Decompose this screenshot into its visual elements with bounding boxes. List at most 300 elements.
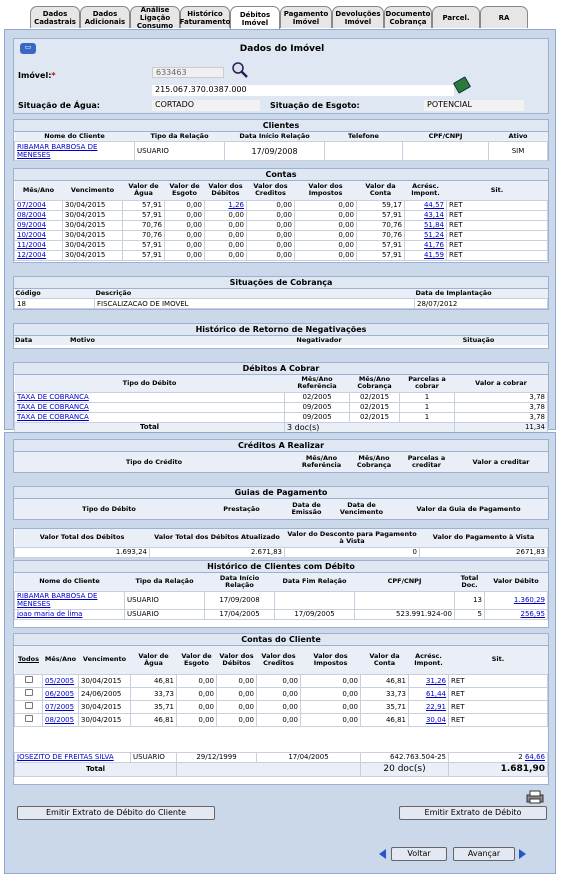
creditos-section (13, 439, 549, 473)
cell (15, 392, 285, 402)
cell (275, 591, 355, 609)
total-docs: 3 (287, 422, 293, 432)
cell: 1 (400, 402, 455, 412)
cell: 2 (518, 753, 523, 761)
col-header: Acrésc. Impont. (409, 646, 449, 674)
totais-section (13, 528, 549, 558)
col-header: Telefone (325, 132, 403, 142)
cell: USUARIO (125, 609, 205, 619)
sit-esgoto-field: POTENCIAL (424, 100, 524, 111)
cell (15, 200, 63, 210)
col-header: Valor dos Creditos (247, 181, 295, 200)
cell: 57,91 (357, 210, 405, 220)
col-header: Valor Débito (485, 573, 548, 591)
cell: 0,00 (301, 713, 361, 726)
col-header: Mês/Ano (43, 646, 79, 674)
cell: 0,00 (247, 220, 295, 230)
cell (15, 412, 285, 422)
col-header: Descrição (95, 289, 415, 299)
col-header: Negativador (229, 336, 409, 345)
cell: 57,91 (357, 240, 405, 250)
cell: 02/2015 (350, 392, 400, 402)
cell: 02/2005 (285, 392, 350, 402)
col-header: Parcelas a creditar (399, 452, 454, 472)
col-header: Parcelas a cobrar (400, 375, 455, 392)
cell: 02/2015 (350, 402, 400, 412)
clientes-section (13, 119, 549, 161)
cell (15, 240, 63, 250)
debitos-table (14, 375, 548, 433)
sit-agua-label: Situação de Água: (18, 101, 100, 110)
cell: RET (447, 250, 548, 260)
col-header: Nome do Cliente (15, 132, 135, 142)
cell: 0,00 (165, 200, 205, 210)
cell: 0,00 (295, 220, 357, 230)
col-header: Vencimento (63, 181, 123, 200)
cell (15, 210, 63, 220)
clientes-table (14, 132, 548, 161)
cell: 1 (400, 392, 455, 402)
cliente-link[interactable]: RIBAMAR BARBOSA DE MENESES (17, 592, 98, 608)
creditos-table (14, 452, 548, 472)
tab-5[interactable]: Pagamento Imóvel (280, 6, 332, 28)
cell: 0,00 (217, 687, 257, 700)
table-row (15, 220, 548, 230)
cell: 0,00 (247, 240, 295, 250)
cell (485, 591, 548, 609)
cell: 5 (455, 609, 485, 619)
cell: 523.991.924-00 (355, 609, 455, 619)
total-valor: 1.681,90 (449, 762, 548, 776)
cell: 0,00 (205, 220, 247, 230)
clientes-header-row (15, 132, 548, 142)
guias-title: Guias de Pagamento (14, 487, 548, 499)
cell: RET (449, 700, 548, 713)
cell: 57,91 (123, 240, 165, 250)
conta-link[interactable]: 30,04 (425, 715, 446, 724)
conta-link[interactable]: 41,76 (423, 241, 444, 249)
cell: 46,81 (131, 674, 177, 687)
cell: 0,00 (165, 250, 205, 260)
contas-cliente-header-row (15, 646, 548, 674)
cell: 0,00 (177, 700, 217, 713)
col-header: CPF/CNPJ (403, 132, 489, 142)
cell: 46,81 (361, 713, 409, 726)
cell: 0,00 (295, 210, 357, 220)
cell: USUARIO (135, 142, 225, 161)
cell: 13 (455, 591, 485, 609)
cell (15, 713, 43, 726)
tab-7[interactable]: Documento Cobrança (384, 6, 432, 28)
conta-link[interactable]: 11/2004 (17, 241, 47, 249)
cell: 0,00 (205, 250, 247, 260)
col-header: Valor dos Impostos (295, 181, 357, 200)
cell (403, 142, 489, 161)
contas-cliente-title: Contas do Cliente (14, 634, 548, 646)
debitos-header-row (15, 375, 548, 392)
cell: 35,71 (361, 700, 409, 713)
cell: 0,00 (217, 713, 257, 726)
creditos-header-row (14, 452, 548, 472)
col-header: Acrésc. Impont. (405, 181, 447, 200)
main-panel-bottom (4, 432, 556, 874)
cell: 70,76 (357, 220, 405, 230)
total-docs-label: doc(s) (397, 764, 426, 774)
col-header: Valor de Esgoto (177, 646, 217, 674)
table-row (15, 200, 548, 210)
cell (205, 200, 247, 210)
avancar-button[interactable]: Avançar (453, 847, 515, 861)
cell: 0,00 (247, 200, 295, 210)
tab-9[interactable]: RA (480, 6, 528, 28)
negativacoes-section (13, 323, 549, 349)
col-header: Data de Vencimento (334, 499, 389, 519)
cell (15, 230, 63, 240)
conta-link[interactable]: 08/2004 (17, 211, 47, 219)
conta-link[interactable]: 41,59 (423, 251, 444, 259)
col-header: Total Doc. (455, 573, 485, 591)
cell: RET (447, 220, 548, 230)
cell: 02/2015 (350, 412, 400, 422)
col-header: Data Início Relação (225, 132, 325, 142)
col-header: Valor Total dos Débitos (15, 529, 150, 547)
table-row (15, 299, 548, 309)
cell: 0,00 (257, 700, 301, 713)
cell: USUARIO (131, 752, 177, 762)
cliente-link[interactable]: RIBAMAR BARBOSA DE MENESES (17, 143, 98, 159)
cell (409, 674, 449, 687)
emitir-extrato-button[interactable]: Emitir Extrato de Débito (399, 806, 547, 820)
cell: RET (449, 687, 548, 700)
cell: 0,00 (247, 250, 295, 260)
col-header: Tipo do Débito (15, 375, 285, 392)
conta-link[interactable]: 09/2004 (17, 221, 47, 229)
col-header: Código (15, 289, 95, 299)
cell: 2671,83 (420, 547, 548, 557)
cell (409, 700, 449, 713)
guias-header-row (14, 499, 548, 519)
col-header: Data Fim Relação (275, 573, 355, 591)
table-row (15, 392, 548, 402)
cell (15, 687, 43, 700)
cell: 33,73 (131, 687, 177, 700)
col-header: Data de Emissão (279, 499, 334, 519)
historico-section (13, 560, 549, 628)
cell: 70,76 (123, 230, 165, 240)
col-header: Tipo do Débito (14, 499, 204, 519)
col-header: Mês/Ano Cobrança (350, 375, 400, 392)
totais-table (14, 529, 548, 558)
cell: 0,00 (165, 240, 205, 250)
col-header: Valor a cobrar (455, 375, 548, 392)
conta-link[interactable]: 10/2004 (17, 231, 47, 239)
conta-link[interactable]: 07/2005 (45, 702, 75, 711)
cell: 0,00 (247, 210, 295, 220)
historico-header-row (15, 573, 548, 591)
col-header: Mês/Ano Referência (294, 452, 349, 472)
col-header: Vencimento (79, 646, 131, 674)
cliente-link[interactable]: JOSEZITO DE FREITAS SILVA (17, 753, 114, 761)
contas-section (13, 168, 549, 263)
table-row (15, 700, 548, 713)
col-header: Data Início Relação (205, 573, 275, 591)
row-checkbox[interactable] (25, 702, 33, 709)
cell: 1 (400, 412, 455, 422)
cell: 35,71 (131, 700, 177, 713)
col-header: Sit. (449, 646, 548, 674)
totais-values-row (15, 547, 548, 557)
cell: 0,00 (295, 250, 357, 260)
valor-link[interactable]: 256,95 (520, 610, 545, 618)
cell: 0,00 (217, 700, 257, 713)
cell: 17/09/2008 (225, 142, 325, 161)
col-header: Valor da Conta (357, 181, 405, 200)
cell: 28/07/2012 (415, 299, 548, 309)
col-header: Sit. (447, 181, 548, 200)
cell: 0,00 (177, 687, 217, 700)
printer-icon[interactable] (525, 790, 545, 804)
cell: 0,00 (165, 230, 205, 240)
valor-link[interactable]: 1.360,29 (513, 596, 545, 604)
cell: FISCALIZACAO DE IMOVEL (95, 299, 415, 309)
row-checkbox[interactable] (25, 676, 33, 683)
conta-link[interactable]: 12/2004 (17, 251, 47, 259)
table-row (15, 250, 548, 260)
cell: 17/04/2005 (205, 609, 275, 619)
conta-link[interactable]: 05/2005 (45, 676, 75, 685)
cell: 57,91 (357, 250, 405, 260)
col-header: Valor de Água (123, 181, 165, 200)
cell: 642.763.504-25 (361, 752, 449, 762)
col-header: Valor Total dos Débitos Atualizado (150, 529, 285, 547)
conta-link[interactable]: 22,91 (425, 702, 446, 711)
cell: RET (447, 240, 548, 250)
cell (405, 230, 447, 240)
cell: 0,00 (205, 230, 247, 240)
cell: RET (449, 674, 548, 687)
col-header: Valor dos Creditos (257, 646, 301, 674)
cliente-link[interactable]: joao maria de lima (17, 610, 83, 618)
cell (15, 591, 125, 609)
tab-0[interactable]: Dados Cadastrais (30, 6, 80, 28)
cell: 0,00 (177, 674, 217, 687)
cell (409, 713, 449, 726)
cell: 0,00 (247, 230, 295, 240)
valor-link[interactable]: 64,66 (524, 753, 545, 761)
cell: 30/04/2015 (63, 220, 123, 230)
cell: 57,91 (123, 250, 165, 260)
chat-icon[interactable]: ▭ (20, 43, 36, 54)
col-header: Mês/Ano Referência (285, 375, 350, 392)
contas-cliente-section (13, 633, 549, 785)
cell: 46,81 (131, 713, 177, 726)
search-icon[interactable] (231, 62, 249, 78)
debito-link[interactable]: TAXA DE COBRANCA (17, 393, 89, 401)
cell: 0,00 (165, 210, 205, 220)
cell (409, 687, 449, 700)
cell: 0,00 (205, 240, 247, 250)
cell (43, 674, 79, 687)
totais-header-row (15, 529, 548, 547)
debitos-title: Débitos A Cobrar (14, 363, 548, 375)
total-docs-label: doc(s) (294, 422, 320, 432)
matricula-input[interactable]: 633463 (152, 67, 224, 78)
table-row (15, 412, 548, 422)
cell: 70,76 (357, 230, 405, 240)
col-header: Prestação (204, 499, 279, 519)
col-header: Valor do Pagamento à Vista (420, 529, 548, 547)
cell (43, 713, 79, 726)
cell: 0,00 (257, 674, 301, 687)
col-header[interactable]: Todos (15, 646, 43, 674)
back-arrow-icon[interactable] (379, 849, 386, 859)
cell (43, 687, 79, 700)
cell: 17/04/2005 (257, 752, 361, 762)
imovel-title: Dados do Imóvel (239, 44, 325, 54)
sit-esgoto-label: Situação de Esgoto: (270, 101, 360, 110)
cell (405, 220, 447, 230)
tab-8[interactable]: Parcel. (432, 6, 480, 28)
cell: 30/04/2015 (79, 674, 131, 687)
col-header: Valor do Desconto para Pagamento à Vista (285, 529, 420, 547)
cell: 09/2005 (285, 412, 350, 422)
row-checkbox[interactable] (25, 689, 33, 696)
contas-header-row (15, 181, 548, 200)
cell: 0,00 (217, 674, 257, 687)
conta-link[interactable]: 1,26 (228, 201, 244, 209)
table-row (15, 752, 548, 762)
cell (405, 200, 447, 210)
situacoes-header-row (15, 289, 548, 299)
cell (15, 402, 285, 412)
cell: 30/04/2015 (63, 210, 123, 220)
cell: 0,00 (257, 687, 301, 700)
cell (43, 700, 79, 713)
debito-link[interactable]: TAXA DE COBRANCA (17, 403, 89, 411)
cell: 0,00 (205, 210, 247, 220)
tab-6[interactable]: Devoluções Imóvel (332, 6, 384, 28)
imovel-label: Imóvel:* (18, 71, 56, 80)
cell: 33,73 (361, 687, 409, 700)
cell: RET (447, 210, 548, 220)
cell (485, 609, 548, 619)
historico-table (14, 573, 548, 620)
table-row (15, 687, 548, 700)
tab-4[interactable]: Débitos Imóvel (230, 6, 280, 30)
cell: 70,76 (123, 220, 165, 230)
conta-link[interactable]: 61,44 (425, 689, 446, 698)
negativacoes-header-row (14, 336, 548, 345)
conta-link[interactable]: 06/2005 (45, 689, 75, 698)
cell: 57,91 (123, 200, 165, 210)
negativacoes-table (14, 336, 548, 345)
cell (405, 210, 447, 220)
conta-link[interactable]: 51,84 (423, 221, 444, 229)
table-row (15, 210, 548, 220)
eraser-icon[interactable] (453, 76, 471, 93)
contas-title: Contas (14, 169, 548, 181)
col-header: Tipo do Crédito (14, 452, 294, 472)
conta-link[interactable]: 08/2005 (45, 715, 75, 724)
cell: 2.671,83 (150, 547, 285, 557)
cell: 1.693,24 (15, 547, 150, 557)
col-header: Tipo da Relação (125, 573, 205, 591)
endereco-field: 215.067.370.0387.000 (152, 85, 454, 96)
cell: 0,00 (301, 687, 361, 700)
tab-2[interactable]: Análise Ligação Consumo (130, 6, 180, 28)
clientes-title: Clientes (14, 120, 548, 132)
cell: 18 (15, 299, 95, 309)
col-header: Mês/Ano (15, 181, 63, 200)
conta-link[interactable]: 51,24 (423, 231, 444, 239)
cell: 3,78 (455, 412, 548, 422)
sit-agua-field: CORTADO (152, 100, 260, 111)
tab-3[interactable]: Histórico Faturamento (180, 6, 230, 28)
cell: 0,00 (257, 713, 301, 726)
voltar-button[interactable]: Voltar (391, 847, 447, 861)
main-panel-top (4, 29, 556, 430)
col-header: Data de Implantação (415, 289, 548, 299)
col-header: Data (14, 336, 69, 345)
cell (325, 142, 403, 161)
contas-cliente-table (14, 646, 548, 777)
cell: RET (447, 230, 548, 240)
cell: 29/12/1999 (177, 752, 257, 762)
emitir-extrato-cliente-button[interactable]: Emitir Extrato de Débito do Cliente (17, 806, 215, 820)
col-header: Ativo (489, 132, 548, 142)
conta-link[interactable]: 43,14 (423, 211, 444, 219)
col-header: Situação (409, 336, 548, 345)
cell: 0,00 (295, 200, 357, 210)
conta-link[interactable]: 07/2004 (17, 201, 47, 209)
table-row (15, 609, 548, 619)
col-header: Valor a creditar (454, 452, 548, 472)
cell: 30/04/2015 (63, 240, 123, 250)
cell: 46,81 (361, 674, 409, 687)
col-header: Valor dos Débitos (217, 646, 257, 674)
conta-link[interactable]: 44,57 (423, 201, 444, 209)
col-header: Valor de Esgoto (165, 181, 205, 200)
situacoes-section (13, 276, 549, 310)
cell: 59,17 (357, 200, 405, 210)
row-checkbox[interactable] (25, 715, 33, 722)
cell: 09/2005 (285, 402, 350, 412)
debito-link[interactable]: TAXA DE COBRANCA (17, 413, 89, 421)
tab-1[interactable]: Dados Adicionais (80, 6, 130, 28)
table-row (15, 240, 548, 250)
table-row (15, 713, 548, 726)
debitos-section (13, 362, 549, 432)
conta-link[interactable]: 31,26 (425, 676, 446, 685)
contas-cliente-total-row (15, 762, 548, 776)
table-row (15, 674, 548, 687)
cell: SIM (489, 142, 548, 161)
total-valor: 11,34 (455, 422, 548, 432)
guias-section (13, 486, 549, 520)
cell: 17/09/2005 (275, 609, 355, 619)
cell: 30/04/2015 (63, 230, 123, 240)
col-header: Valor de Água (131, 646, 177, 674)
col-header: Valor da Guia de Pagamento (389, 499, 548, 519)
table-row (15, 230, 548, 240)
cell (15, 220, 63, 230)
col-header: Motivo (69, 336, 229, 345)
cell: 0,00 (165, 220, 205, 230)
forward-arrow-icon[interactable] (519, 849, 526, 859)
col-header: Valor dos Impostos (301, 646, 361, 674)
cell: 24/06/2005 (79, 687, 131, 700)
cell: RET (447, 200, 548, 210)
